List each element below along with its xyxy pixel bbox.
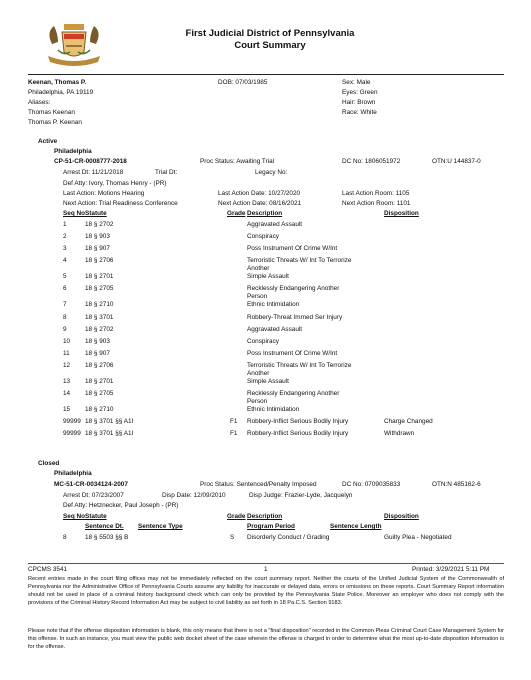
active-last-action-room: Last Action Room: 1105 [342, 190, 410, 197]
charge-description: Disorderly Conduct / Grading [247, 534, 330, 541]
col-seq-no: Seq No [63, 210, 86, 217]
charge-disposition: Charge Changed [384, 418, 433, 426]
charge-description-continued: Another [247, 265, 270, 273]
defendant-name: Keenan, Thomas P. [28, 79, 87, 86]
header-divider [28, 74, 504, 75]
charge-seq: 13 [63, 377, 71, 385]
charge-seq: 9 [63, 325, 67, 333]
charge-seq: 99999 [63, 418, 81, 426]
charge-row [0, 350, 531, 360]
charge-statute: 18 § 2702 [85, 325, 114, 333]
charge-statute: 18 § 907 [85, 245, 110, 253]
aliases-label: Aliases: [28, 99, 51, 106]
charge-description: Robbery-Inflict Serious Bodily Injury [247, 430, 349, 438]
col-sentence-date: Sentence Dt. [85, 523, 124, 530]
charge-seq: 8 [63, 313, 67, 321]
charge-description: Recklessly Endangering Another [247, 390, 340, 397]
closed-heading: Closed [38, 460, 60, 467]
charge-statute: 18 § 2701 [85, 273, 114, 281]
charge-row [0, 390, 531, 405]
col-grade: Grade [227, 210, 246, 217]
charge-seq: 14 [63, 390, 71, 397]
closed-def-atty: Def Atty: Hetznecker, Paul Joseph - (PR) [63, 502, 179, 509]
page-number: 1 [264, 566, 268, 573]
charge-description-continued: Person [247, 293, 268, 301]
closed-charge-row [0, 534, 531, 544]
closed-disp-date: Disp Date: 12/09/2010 [162, 492, 226, 499]
col-sentence-type: Sentence Type [138, 523, 183, 530]
charge-statute: 18 § 2702 [85, 221, 114, 228]
closed-proc-status: Proc Status: Sentenced/Penalty Imposed [200, 481, 317, 488]
charge-statute: 18 § 903 [85, 233, 110, 241]
charge-row [0, 418, 531, 428]
closed-disp-judge: Disp Judge: Frazier-Lyde, Jacquelyn [249, 492, 353, 499]
charge-grade: F1 [230, 430, 238, 438]
charge-grade: F1 [230, 418, 238, 426]
active-trial-date: Trial Dt: [155, 169, 178, 176]
charge-seq: 2 [63, 233, 67, 241]
active-proc-status: Proc Status: Awaiting Trial [200, 158, 275, 165]
active-next-action: Next Action: Trial Readiness Conference [63, 200, 178, 207]
charge-seq: 11 [63, 349, 70, 357]
closed-arrest-date: Arrest Dt: 07/23/2007 [63, 492, 124, 499]
charge-description-continued: Person [247, 398, 268, 405]
charge-description: Robbery-Inflict Serious Bodily Injury [247, 418, 349, 426]
charge-grade: S [230, 534, 235, 541]
defendant-city: Philadelphia, PA 19119 [28, 89, 94, 96]
charge-row [0, 406, 531, 416]
col-disposition: Disposition [384, 513, 419, 520]
charge-description: Simple Assault [247, 273, 289, 281]
charge-row [0, 257, 531, 273]
closed-otn: OTN:N 485162-6 [432, 481, 481, 488]
defendant-sex: Sex: Male [342, 79, 371, 86]
charge-seq: 10 [63, 337, 71, 345]
charge-row [0, 314, 531, 324]
charge-disposition: Withdrawn [384, 430, 415, 438]
alias-2: Thomas P. Keenan [28, 119, 82, 126]
charge-seq: 6 [63, 285, 67, 293]
charge-row [0, 361, 531, 377]
charge-statute: 18 § 2706 [85, 361, 114, 369]
defendant-dob: DOB: 07/03/1985 [218, 79, 268, 86]
col-disposition: Disposition [384, 210, 419, 217]
charge-row [0, 233, 531, 243]
charge-description: Aggravated Assault [247, 221, 303, 228]
active-charges-header [0, 210, 531, 220]
charge-description-continued: Another [247, 369, 270, 377]
charge-statute: 18 § 3701 §§ A1I [85, 418, 134, 426]
charge-description: Poss Instrument Of Crime W/Int [247, 245, 338, 253]
active-case-number: CP-51-CR-0008777-2018 [54, 158, 127, 165]
charge-description: Simple Assault [247, 377, 289, 385]
closed-case-number: MC-51-CR-0034124-2007 [54, 481, 128, 488]
charge-seq: 7 [63, 301, 67, 309]
charge-description: Recklessly Endangering Another [247, 285, 340, 293]
charge-row [0, 326, 531, 336]
charge-disposition: Guilty Plea - Negotiated [384, 534, 452, 541]
active-last-action-date: Last Action Date: 10/27/2020 [218, 190, 301, 197]
charge-row [0, 285, 531, 301]
active-def-atty: Def Atty: Ivory, Thomas Henry - (PR) [63, 180, 167, 187]
charge-statute: 18 § 2710 [85, 406, 114, 413]
charge-description: Ethnic Intimidation [247, 406, 300, 413]
col-statute: Statute [85, 210, 107, 217]
active-next-action-date: Next Action Date: 08/16/2021 [218, 200, 302, 207]
charge-statute: 18 § 5503 §§ B [85, 534, 129, 541]
alias-1: Thomas Keenan [28, 109, 75, 116]
active-last-action: Last Action: Motions Hearing [63, 190, 145, 197]
active-next-action-room: Next Action Room: 1101 [342, 200, 411, 207]
disposition-note-paragraph: Please note that if the offense disposition information is blank, this only means that there is not a "final disposition" recorded in the Common Pleas Criminal Court Case Management System for this offense. In such an instance, you must view the public web docket sheet of the case wherein the offense is charged in order to determine what the most up-to-date disposition information is for the offense. [28, 628, 504, 650]
col-statute: Statute [85, 513, 107, 520]
footer-divider [28, 563, 504, 564]
charge-description: Poss Instrument Of Crime W/Int [247, 349, 338, 357]
active-arrest-date: Arrest Dt: 11/21/2018 [63, 169, 124, 176]
charge-seq: 12 [63, 361, 71, 369]
charge-row [0, 245, 531, 255]
closed-county: Philadelphia [54, 470, 92, 477]
charge-description: Terroristic Threats W/ Int To Terrorize [247, 361, 352, 369]
charge-row [0, 378, 531, 388]
charge-description: Conspiracy [247, 233, 279, 241]
charge-row [0, 430, 531, 440]
charge-description: Conspiracy [247, 337, 279, 345]
charge-description: Robbery-Threat Immed Ser Injury [247, 313, 343, 321]
charge-description: Terroristic Threats W/ Int To Terrorize [247, 257, 352, 265]
col-grade: Grade [227, 513, 246, 520]
defendant-hair: Hair: Brown [342, 99, 376, 106]
charge-seq: 15 [63, 406, 71, 413]
col-seq-no: Seq No [63, 513, 86, 520]
charge-statute: 18 § 3701 [85, 313, 114, 321]
charge-row [0, 273, 531, 283]
closed-dc-no: DC No: 0709035833 [342, 481, 401, 488]
printed-timestamp: Printed: 3/29/2021 5:11 PM [412, 566, 490, 573]
defendant-race: Race: White [342, 109, 377, 116]
charge-row [0, 221, 531, 231]
charge-seq: 5 [63, 273, 67, 281]
charge-seq: 1 [63, 221, 67, 228]
charge-description: Aggravated Assault [247, 325, 303, 333]
report-subtitle: Court Summary [234, 40, 306, 51]
form-id: CPCMS 3541 [28, 566, 68, 573]
active-otn: OTN:U 144837-0 [432, 158, 481, 165]
col-program-period: Program Period [247, 523, 295, 530]
pennsylvania-seal-icon [44, 22, 104, 66]
charge-description: Ethnic Intimidation [247, 301, 300, 309]
closed-sentence-header [0, 523, 531, 533]
active-county: Philadelphia [54, 148, 92, 155]
defendant-eyes: Eyes: Green [342, 89, 378, 96]
report-title: First Judicial District of Pennsylvania [185, 28, 355, 39]
charge-statute: 18 § 2710 [85, 301, 114, 309]
charge-seq: 3 [63, 245, 67, 253]
charge-row [0, 338, 531, 348]
col-sentence-length: Sentence Length [330, 523, 382, 530]
charge-statute: 18 § 2706 [85, 257, 114, 265]
charge-statute: 18 § 2705 [85, 390, 114, 397]
charge-statute: 18 § 3701 §§ A1I [85, 430, 134, 438]
charge-statute: 18 § 907 [85, 349, 110, 357]
charge-row [0, 301, 531, 311]
charge-seq: 4 [63, 257, 67, 265]
col-description: Description [247, 210, 283, 217]
col-description: Description [247, 513, 283, 520]
active-legacy-no: Legacy No: [255, 169, 288, 176]
closed-charges-header [0, 513, 531, 523]
charge-statute: 18 § 2701 [85, 377, 114, 385]
charge-seq: 8 [63, 534, 67, 541]
disclaimer-paragraph: Recent entries made in the court filing offices may not be immediately reflected on the court summary report. Neither the courts of the Unified Judicial System of the Commonwealth of Pennsylvania nor the Administrative Office of Pennsylvania Courts assume any liability for inaccurate or delayed data, errors or omissions on these reports. Court Summary Report information should not be used in place of a criminal history background check which can only be provided by the Pennsylvania State Police. Moreover an employer who does not comply with the provisions of the Criminal History Record Information Act may be subject to civil liability as set forth in 18 Pa.C.S. Section 9183. [28, 576, 504, 606]
charge-statute: 18 § 2705 [85, 285, 114, 293]
active-dc-no: DC No: 1806051972 [342, 158, 401, 165]
active-heading: Active [38, 138, 58, 145]
charge-seq: 99999 [63, 430, 81, 438]
charge-statute: 18 § 903 [85, 337, 110, 345]
